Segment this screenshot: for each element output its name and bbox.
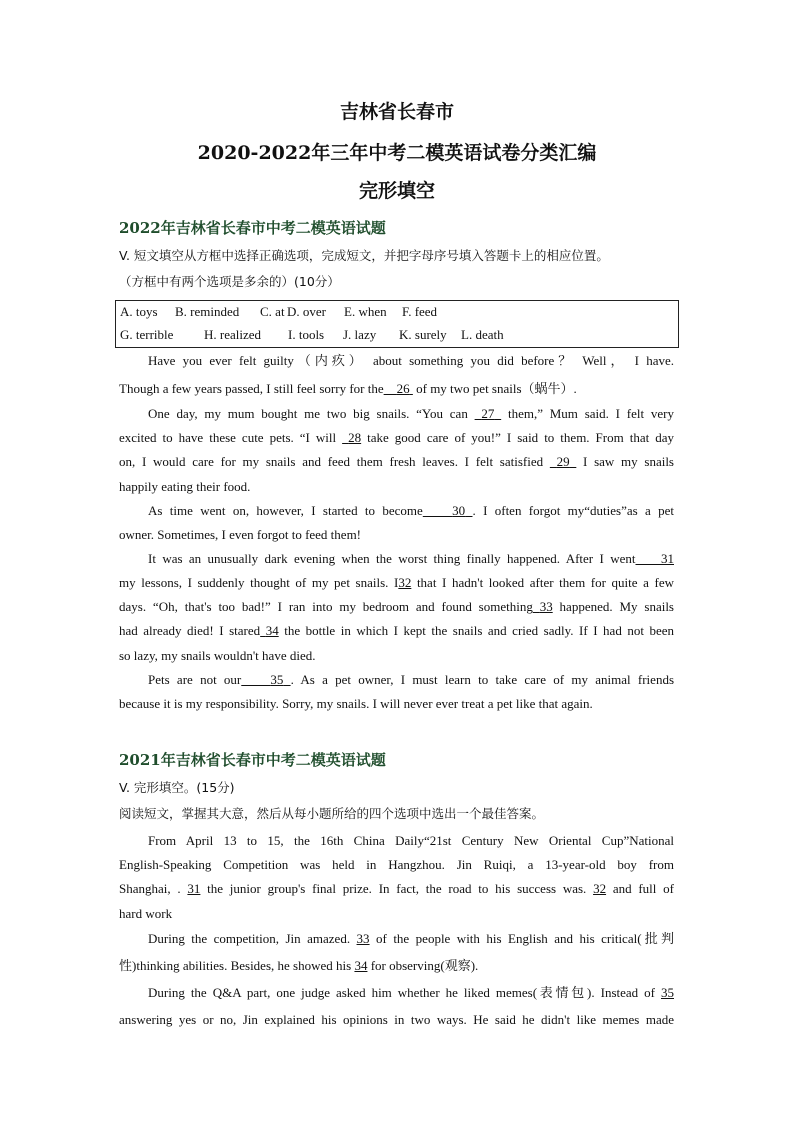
- blank-28: [342, 430, 361, 445]
- passage-line: [148, 985, 674, 1001]
- text-run: Shanghai, .: [119, 881, 188, 896]
- passage-line: Have you ever felt guilty（内疚） about something you did before？ Well， I have.: [148, 353, 674, 368]
- options-box: [115, 300, 679, 348]
- doc-title-main: 2020-2022年三年中考二模英语试卷分类汇编: [197, 142, 597, 164]
- blank-number: 32: [593, 881, 607, 896]
- passage-line: [148, 672, 674, 688]
- doc-title-type: 完形填空: [358, 180, 435, 202]
- option-a: A. toys: [120, 304, 158, 319]
- options-row-1: [120, 304, 437, 320]
- text-run: One day, my mum bought me two big snails. “You can: [148, 406, 475, 421]
- text-run: . I often forgot my“duties”as a pet: [472, 503, 675, 518]
- options-row-2: [120, 327, 504, 343]
- instruction-line-2: 阅读短文，掌握其大意，然后从每小题所给的四个选项中选出一个最佳答案。: [119, 806, 545, 821]
- passage-line: hard work: [119, 906, 173, 921]
- blank-number: 35: [270, 672, 284, 687]
- blank-35: [241, 672, 290, 687]
- option-j: J. lazy: [343, 327, 377, 342]
- blank-number: 30: [452, 503, 466, 518]
- text-run: Though a few years passed, I still feel sorry for the: [119, 381, 384, 396]
- text-run: of the people with his English and his critical(批判: [369, 931, 674, 946]
- blank-number: 34: [354, 958, 368, 973]
- text-run: During the Q&A part, one judge asked him whether he liked memes(表情包). Instead of: [148, 985, 661, 1000]
- blank-number: 33: [356, 931, 370, 946]
- blank-number: 35: [661, 985, 674, 1000]
- passage-line: [148, 931, 674, 947]
- text-run: take good care of you!” I said to them. From that day: [361, 430, 675, 445]
- blank-31: [635, 551, 674, 566]
- blank-33: [357, 931, 370, 946]
- text-run: the junior group's final prize. In fact, the road to his success was.: [200, 881, 594, 896]
- blank-35: [661, 985, 674, 1000]
- passage-line: [119, 575, 674, 591]
- blank-number: 33: [539, 599, 553, 614]
- text-run: Pets are not our: [148, 672, 242, 687]
- text-run: my lessons, I suddenly thought of my pet snails. I: [119, 575, 399, 590]
- passage-line: [119, 958, 674, 974]
- text-run: days. “Oh, that's too bad!” I ran into my bedroom and found something: [119, 599, 533, 614]
- passage-line: [119, 881, 674, 897]
- blank-34: [354, 958, 367, 973]
- blank-30: [423, 503, 473, 518]
- instruction-line-1: V. 短文填空从方框中选择正确选项，完成短文，并把字母序号填入答题卡上的相应位置。: [119, 248, 609, 263]
- passage-line: [148, 503, 674, 519]
- passage-line: [148, 406, 674, 422]
- instruction-line-1: V. 完形填空。(15分): [119, 780, 235, 795]
- text-run: that I hadn't looked after them for quite a few: [411, 575, 674, 590]
- doc-title-region: 吉林省长春市: [339, 101, 454, 123]
- passage-line: [119, 454, 674, 470]
- option-k: K. surely: [399, 327, 447, 342]
- text-run: had already died! I stared: [119, 623, 261, 638]
- text-run: During the competition, Jin amazed.: [148, 931, 357, 946]
- text-run: happened. My snails: [552, 599, 674, 614]
- blank-number: 34: [265, 623, 279, 638]
- passage-line: [148, 551, 674, 567]
- passage-line: [119, 381, 674, 397]
- option-f: F. feed: [402, 304, 438, 319]
- option-g: G. terrible: [120, 327, 174, 342]
- option-d: D. over: [287, 304, 326, 319]
- passage-line: [119, 430, 674, 446]
- text-run: As time went on, however, I started to become: [148, 503, 423, 518]
- text-run: . As a pet owner, I must learn to take care of my animal friends: [290, 672, 674, 687]
- option-h: H. realized: [204, 327, 262, 342]
- blank-29: [550, 454, 576, 469]
- blank-number: 27: [481, 406, 495, 421]
- blank-26: [384, 381, 413, 396]
- passage-line: so lazy, my snails wouldn't have died.: [119, 648, 316, 663]
- blank-31: [187, 881, 200, 896]
- instruction-line-2: （方框中有两个选项是多余的）(10分）: [119, 274, 340, 289]
- blank-33: [533, 599, 553, 614]
- text-run: 性)thinking abilities. Besides, he showed his: [119, 958, 355, 973]
- text-run: It was an unusually dark evening when the worst thing finally happened. After I went: [148, 551, 636, 566]
- blank-number: 31: [187, 881, 201, 896]
- passage-line: From April 13 to 15, the 16th China Daily“21st Century New Oriental Cup”National: [148, 833, 674, 848]
- text-run: them,” Mum said. I felt very: [501, 406, 674, 421]
- passage-line: [119, 623, 674, 639]
- section-heading-2021: 2021年吉林省长春市中考二模英语试题: [119, 751, 386, 769]
- passage-line: happily eating their food.: [119, 479, 251, 494]
- text-run: on, I would care for my snails and feed them fresh leaves. I felt satisfied: [119, 454, 550, 469]
- section-heading-2022: 2022年吉林省长春市中考二模英语试题: [119, 219, 386, 237]
- option-b: B. reminded: [175, 304, 240, 319]
- text-run: I saw my snails: [576, 454, 674, 469]
- passage-line: because it is my responsibility. Sorry, my snails. I will never ever treat a pet like that again.: [119, 696, 593, 711]
- blank-27: [475, 406, 502, 421]
- blank-number: 28: [348, 430, 362, 445]
- blank-number: 29: [556, 454, 570, 469]
- option-i: I. tools: [288, 327, 325, 342]
- passage-line: English-Speaking Competition was held in Hangzhou. Jin Ruiqi, a 13-year-old boy from: [119, 857, 674, 872]
- blank-number: 32: [398, 575, 412, 590]
- text-run: excited to have these cute pets. “I will: [119, 430, 343, 445]
- blank-34: [260, 623, 279, 638]
- text-run: for observing(观察).: [367, 958, 479, 973]
- text-run: the bottle in which I kept the snails and cried sadly. If I had not been: [278, 623, 674, 638]
- blank-number: 26: [396, 381, 410, 396]
- passage-line: [119, 599, 674, 615]
- text-run: and full of: [606, 881, 674, 896]
- option-e: E. when: [344, 304, 387, 319]
- option-c: C. at: [260, 304, 285, 319]
- text-run: of my two pet snails（蜗牛）.: [412, 381, 577, 396]
- blank-32: [398, 575, 411, 590]
- passage-line: answering yes or no, Jin explained his opinions in two ways. He said he didn't like memes made: [119, 1012, 674, 1027]
- passage-line: owner. Sometimes, I even forgot to feed them!: [119, 527, 362, 542]
- option-l: L. death: [461, 327, 504, 342]
- blank-32: [593, 881, 606, 896]
- blank-number: 31: [661, 551, 674, 566]
